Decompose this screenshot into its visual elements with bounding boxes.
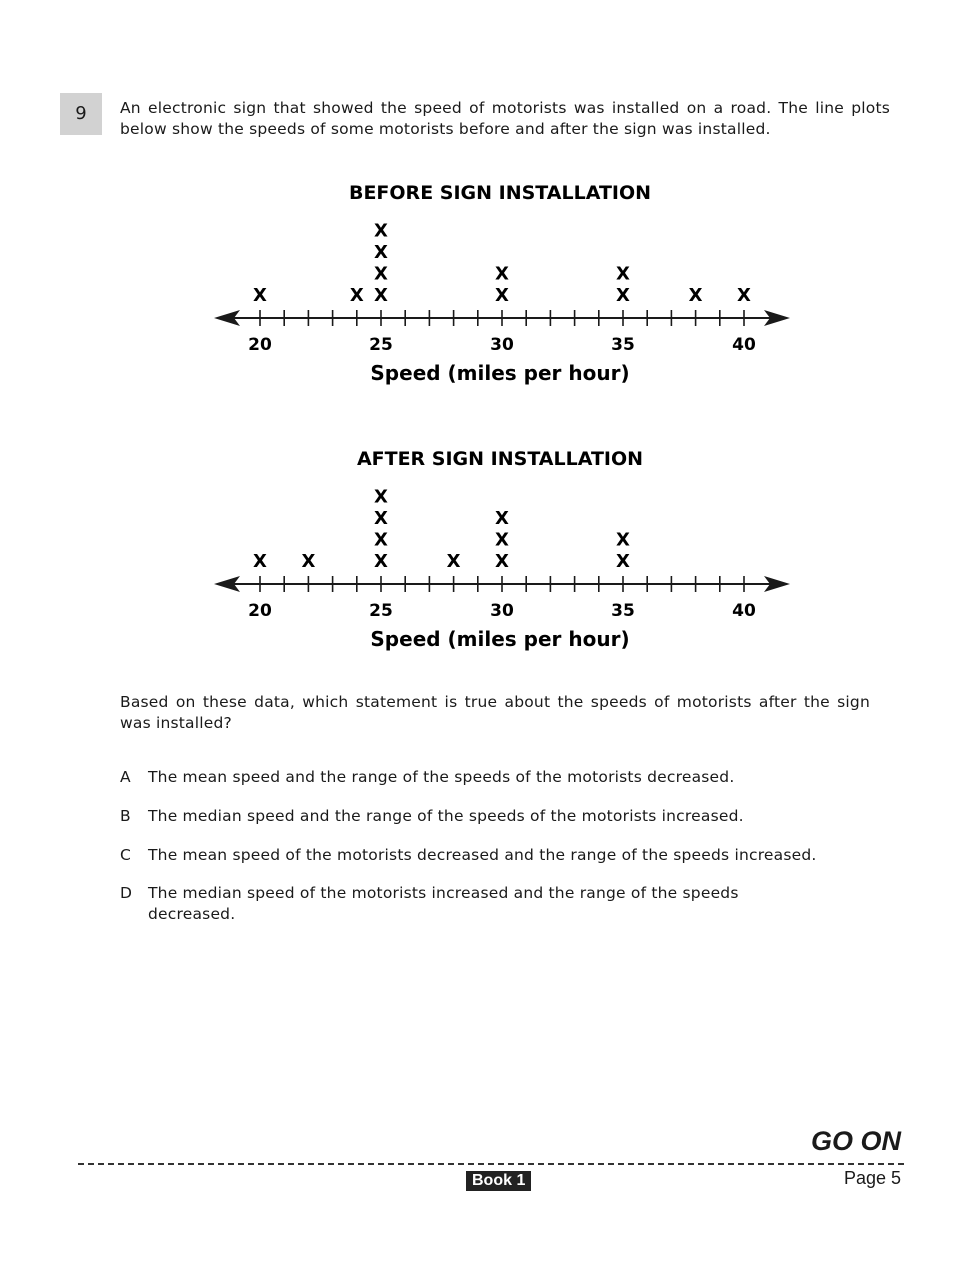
question-prompt: Based on these data, which statement is true about the speeds of motorists after the sign was installed?	[120, 693, 870, 732]
choice-text: The median speed and the range of the speeds of the motorists increased.	[148, 807, 744, 825]
footer-divider	[78, 1163, 904, 1165]
choice-letter: A	[120, 768, 131, 786]
plot-title: AFTER SIGN INSTALLATION	[356, 448, 644, 470]
tick-label: 25	[369, 335, 393, 355]
tick-label: 40	[732, 335, 756, 355]
after-line-plot-svg	[200, 441, 800, 661]
data-point-x: X	[374, 529, 388, 551]
question-stem: An electronic sign that showed the speed of motorists was installed on a road. The line plots below show the speeds of some motorists before and after the sign was installed.	[120, 99, 890, 138]
choice-letter: C	[120, 846, 132, 864]
data-point-x: X	[253, 551, 267, 572]
choice-letter: D	[120, 884, 133, 902]
tick-label: 20	[248, 601, 272, 621]
tick-label: 25	[369, 601, 393, 621]
choice-text: The median speed of the motorists increased and the range of the speeds decreased.	[148, 884, 739, 923]
tick-label: 20	[248, 335, 272, 355]
choice-text: The mean speed and the range of the speeds of the motorists decreased.	[148, 768, 735, 786]
data-point-x: X	[688, 285, 703, 306]
data-point-x: X	[374, 263, 388, 285]
data-point-x: X	[616, 551, 630, 572]
choice-letter: B	[120, 807, 131, 825]
data-point-x: X	[253, 285, 267, 306]
page-number: Page 5	[843, 1168, 901, 1188]
tick-label: 35	[611, 601, 635, 621]
axis-label: Speed (miles per hour)	[370, 361, 630, 385]
data-point-x: X	[446, 551, 461, 572]
data-point-x: X	[616, 285, 630, 306]
plot-title: BEFORE SIGN INSTALLATION	[348, 182, 652, 204]
tick-label: 40	[732, 601, 756, 621]
choice-text: The mean speed of the motorists decreased and the range of the speeds increased.	[148, 846, 817, 864]
data-point-x: X	[495, 551, 509, 572]
after-line-plot	[200, 441, 800, 661]
data-point-x: X	[495, 529, 509, 551]
data-point-x: X	[349, 285, 364, 306]
data-point-x: X	[374, 285, 388, 306]
data-point-x: X	[374, 242, 388, 263]
data-point-x: X	[737, 285, 751, 306]
data-point-x: X	[301, 551, 316, 572]
data-point-x: X	[616, 529, 630, 551]
tick-label: 30	[490, 601, 514, 621]
data-point-x: X	[495, 508, 509, 529]
axis-label: Speed (miles per hour)	[370, 627, 630, 651]
tick-label: 35	[611, 335, 635, 355]
data-point-x: X	[495, 285, 509, 306]
data-point-x: X	[374, 508, 388, 529]
book-label: Book 1	[466, 1171, 531, 1191]
data-point-x: X	[495, 263, 509, 285]
go-on-label: GO ON	[810, 1126, 901, 1156]
data-point-x: X	[374, 486, 388, 508]
data-point-x: X	[374, 551, 388, 572]
before-line-plot	[200, 175, 800, 395]
question-number: 9	[60, 93, 102, 135]
before-line-plot-svg	[200, 175, 800, 395]
data-point-x: X	[616, 263, 630, 285]
data-point-x: X	[374, 220, 388, 242]
tick-label: 30	[490, 335, 514, 355]
